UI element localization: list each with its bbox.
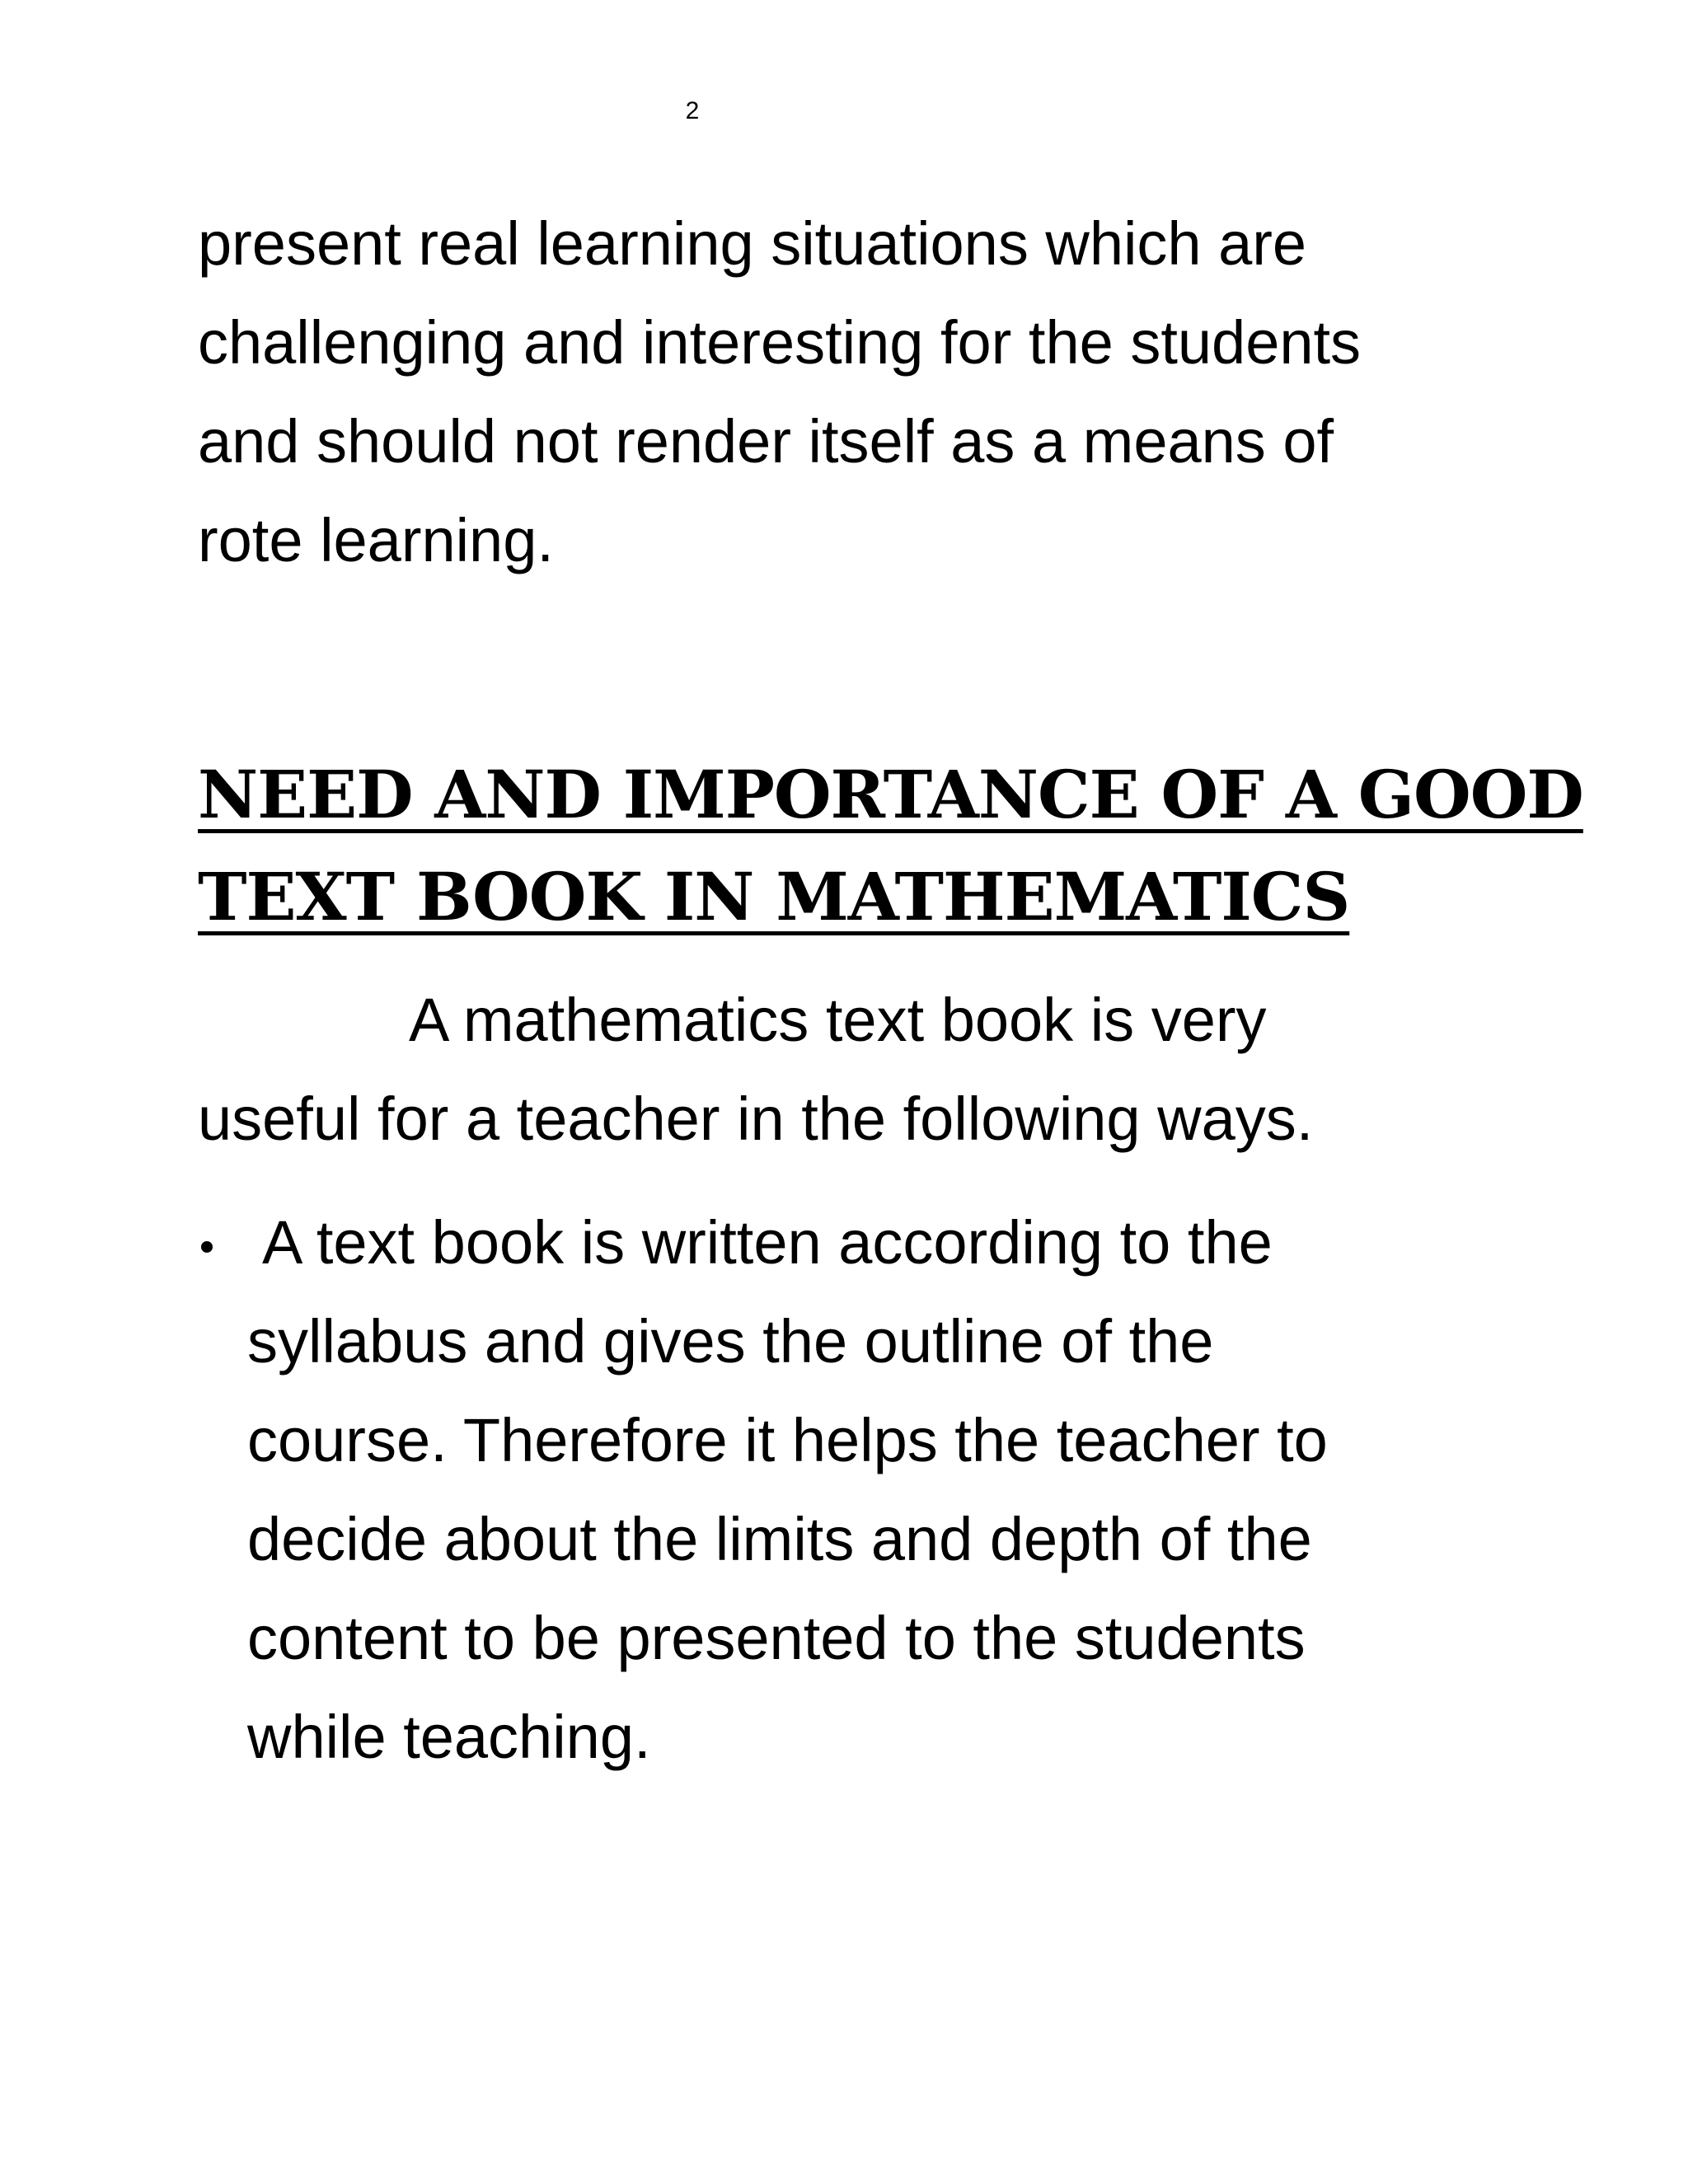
bullet-line: content to be presented to the students: [247, 1604, 1306, 1672]
intro-line: challenging and interesting for the students: [198, 308, 1362, 377]
bullet-icon: [201, 1241, 213, 1253]
bullet-line: syllabus and gives the outline of the: [247, 1307, 1214, 1376]
intro-line: present real learning situations which are: [198, 209, 1307, 278]
section-heading-line-2: [198, 846, 1349, 948]
intro-paragraph: [198, 194, 1361, 590]
bullet-line: course. Therefore it helps the teacher to: [247, 1406, 1328, 1474]
section-heading-text: NEED AND IMPORTANCE OF A GOOD: [198, 756, 1583, 833]
bullet-list: [198, 1193, 1328, 1787]
lead-line: A mathematics text book is very: [409, 986, 1267, 1054]
section-heading-text: TEXT BOOK IN MATHEMATICS: [198, 858, 1350, 935]
lead-line: useful for a teacher in the following ways.: [198, 1085, 1314, 1153]
section-heading-line-1: [198, 743, 1583, 846]
page-number: 2: [685, 97, 700, 124]
bullet-line: decide about the limits and depth of the: [247, 1505, 1312, 1573]
intro-line: and should not render itself as a means of: [198, 407, 1334, 476]
bullet-line: while teaching.: [247, 1703, 651, 1771]
intro-line: rote learning.: [198, 506, 554, 574]
lead-paragraph: [198, 971, 1313, 1169]
list-item: [198, 1193, 1328, 1787]
bullet-line: A text book is written according to the: [262, 1208, 1273, 1277]
